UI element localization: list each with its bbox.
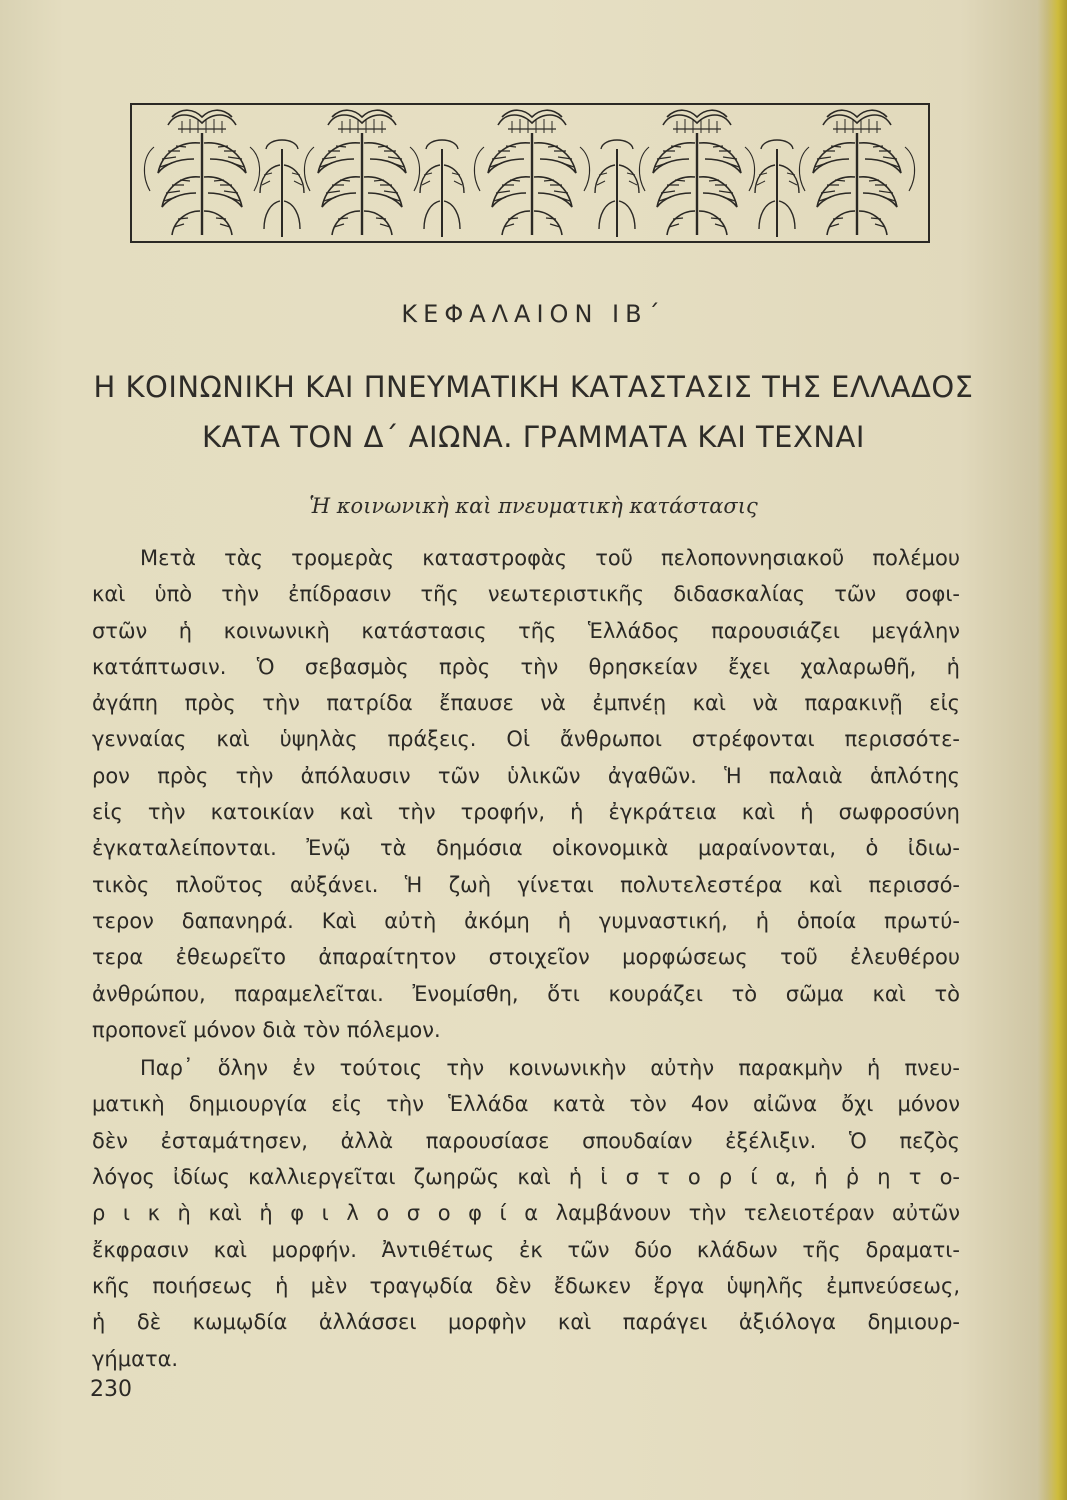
text-line: ἡ δὲ κωμῳδία ἀλλάσσει μορφὴν καὶ παράγει ἀξιόλογα δημιουρ-: [92, 1310, 960, 1335]
text-line: ρον πρὸς τὴν ἀπόλαυσιν τῶν ὑλικῶν ἀγαθῶν. Ἡ παλαιὰ ἁπλότης: [92, 763, 960, 788]
section-subtitle: Ἡ κοινωνικὴ καὶ πνευματικὴ κατάστασις: [309, 494, 758, 518]
body-text: [92, 540, 960, 1377]
text-line: δὲν ἐσταμάτησεν, ἀλλὰ παρουσίασε σπουδαίαν ἐξέλιξιν. Ὁ πεζὸς: [92, 1128, 960, 1153]
text-line: γενναίας καὶ ὑψηλὰς πράξεις. Οἱ ἄνθρωποι στρέφονται περισσότε-: [92, 727, 960, 752]
chapter-heading: ΚΕΦΑΛΑΙΟΝ ΙΒ΄: [401, 300, 666, 328]
chapter-title-line: ΚΑΤΑ ΤΟΝ Δ΄ ΑΙΩΝΑ. ΓΡΑΜΜΑΤΑ ΚΑΙ ΤΕΧΝΑΙ: [202, 420, 865, 454]
page-edge: [1037, 0, 1067, 1500]
text-line: κατάπτωσιν. Ὁ σεβασμὸς πρὸς τὴν θρησκείαν ἔχει χαλαρωθῆ, ἡ: [92, 654, 960, 679]
paragraph: [92, 540, 960, 1048]
text-line: Μετὰ τὰς τρομερὰς καταστροφὰς τοῦ πελοποννησιακοῦ πολέμου: [140, 546, 960, 570]
paragraph: [92, 1050, 960, 1377]
text-line: ἀνθρώπου, παραμελεῖται. Ἐνομίσθη, ὅτι κουράζει τὸ σῶμα καὶ τὸ: [92, 981, 960, 1006]
text-line: στῶν ἡ κοινωνικὴ κατάστασις τῆς Ἑλλάδος παρουσιάζει μεγάλην: [92, 618, 960, 643]
acanthus-ornament-header: [130, 103, 930, 243]
text-line: τικὸς πλοῦτος αὐξάνει. Ἡ ζωὴ γίνεται πολυτελεστέρα καὶ περισσό-: [92, 872, 960, 897]
chapter-title: [90, 362, 977, 462]
text-line: τερα ἐθεωρεῖτο ἀπαραίτητον στοιχεῖον μορφώσεως τοῦ ἐλευθέρου: [92, 945, 960, 970]
text-line: Παρ᾽ ὅλην ἐν τούτοις τὴν κοινωνικὴν αὐτὴν παρακμὴν ἡ πνευ-: [140, 1056, 960, 1081]
text-line: λόγος ἰδίως καλλιεργεῖται ζωηρῶς καὶ ἡ ἱ σ τ ο ρ ί α, ἡ ῥ η τ ο-: [92, 1165, 960, 1190]
text-line: εἰς τὴν κατοικίαν καὶ τὴν τροφήν, ἡ ἐγκράτεια καὶ ἡ σωφροσύνη: [92, 800, 960, 825]
text-line: προπονεῖ μόνον διὰ τὸν πόλεμον.: [92, 1017, 441, 1042]
text-line: κῆς ποιήσεως ἡ μὲν τραγῳδία δὲν ἔδωκεν ἔργα ὑψηλῆς ἐμπνεύσεως,: [92, 1273, 960, 1298]
text-line: ἐγκαταλείπονται. Ἐνῷ τὰ δημόσια οἰκονομικὰ μαραίνονται, ὁ ἰδιω-: [92, 836, 960, 861]
chapter-title-line: Η ΚΟΙΝΩΝΙΚΗ ΚΑΙ ΠΝΕΥΜΑΤΙΚΗ ΚΑΤΑΣΤΑΣΙΣ ΤΗΣ ΕΛΛΑΔΟΣ: [93, 370, 974, 404]
text-line: ἀγάπη πρὸς τὴν πατρίδα ἔπαυσε νὰ ἐμπνέῃ καὶ νὰ παρακινῇ εἰς: [92, 691, 960, 716]
text-line: ρ ι κ ὴ καὶ ἡ φ ι λ ο σ ο φ ί α λαμβάνουν τὴν τελειοτέραν αὐτῶν: [92, 1201, 960, 1226]
text-line: γήματα.: [92, 1346, 179, 1371]
text-line: τερον δαπανηρά. Καὶ αὐτὴ ἀκόμη ἡ γυμναστική, ἡ ὁποία πρωτύ-: [92, 908, 960, 933]
text-line: καὶ ὑπὸ τὴν ἐπίδρασιν τῆς νεωτεριστικῆς διδασκαλίας τῶν σοφι-: [92, 582, 960, 607]
text-line: ματικὴ δημιουργία εἰς τὴν Ἑλλάδα κατὰ τὸν 4ον αἰῶνα ὄχι μόνον: [92, 1092, 960, 1117]
page-number: 230: [90, 1377, 132, 1402]
text-line: ἔκφρασιν καὶ μορφήν. Ἀντιθέτως ἐκ τῶν δύο κλάδων τῆς δραματι-: [92, 1237, 960, 1262]
